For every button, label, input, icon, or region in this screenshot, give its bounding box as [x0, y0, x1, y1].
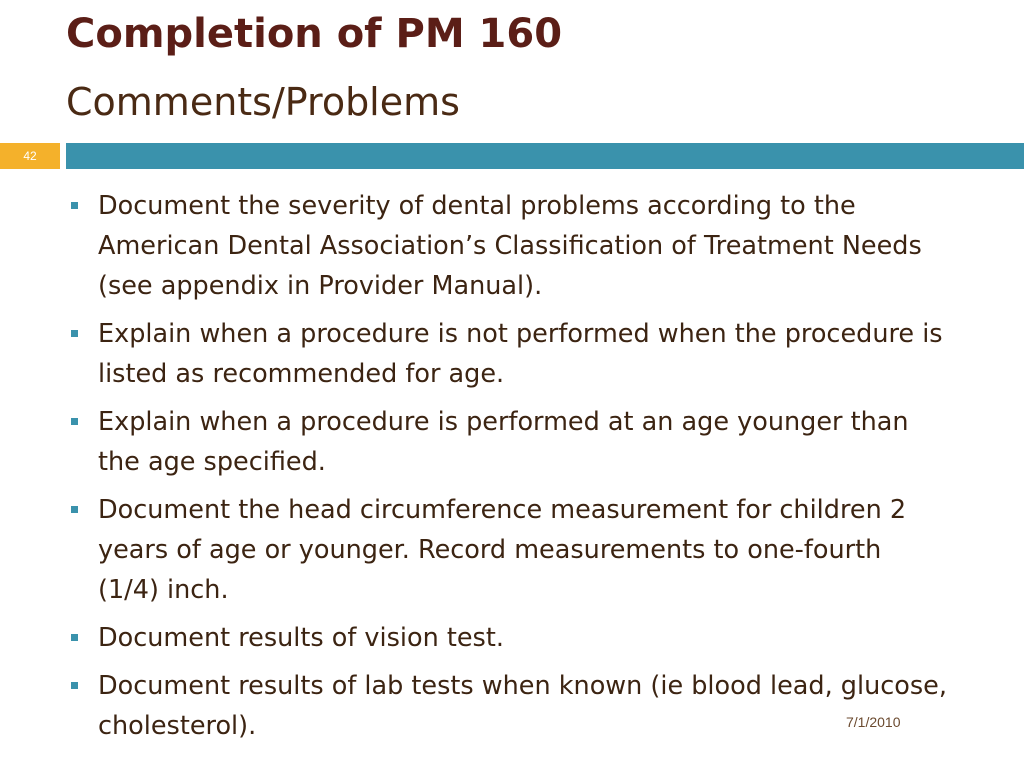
- list-item-text: Explain when a procedure is not performed when the procedure is listed as recommended for age.: [98, 319, 943, 389]
- list-item-text: Document the head circumference measurement for children 2 years of age or younger. Record measurements to one-fourth (1/4) inch.: [98, 495, 907, 605]
- list-item-text: Document the severity of dental problems according to the American Dental Association’s Classification of Treatment Needs (see appendix in Provider Manual).: [98, 191, 922, 301]
- list-item: [68, 666, 948, 746]
- list-item: [68, 314, 948, 394]
- footer-date: 7/1/2010: [846, 714, 901, 730]
- list-item: [68, 186, 948, 306]
- square-bullet-icon: [71, 330, 78, 337]
- square-bullet-icon: [71, 418, 78, 425]
- list-item-text: Document results of vision test.: [98, 623, 504, 653]
- square-bullet-icon: [71, 682, 78, 689]
- slide-number: 42: [23, 149, 37, 163]
- header-divider-bar: [66, 143, 1024, 169]
- slide-subtitle: Comments/Problems: [66, 80, 460, 124]
- list-item: [68, 402, 948, 482]
- list-item: [68, 490, 948, 610]
- bullet-list: [68, 186, 948, 754]
- square-bullet-icon: [71, 634, 78, 641]
- square-bullet-icon: [71, 506, 78, 513]
- list-item-text: Explain when a procedure is performed at an age younger than the age specified.: [98, 407, 909, 477]
- square-bullet-icon: [71, 202, 78, 209]
- slide-number-badge: [0, 143, 60, 169]
- list-item-text: Document results of lab tests when known (ie blood lead, glucose, cholesterol).: [98, 671, 947, 741]
- slide-title: Completion of PM 160: [66, 11, 563, 57]
- list-item: [68, 618, 948, 658]
